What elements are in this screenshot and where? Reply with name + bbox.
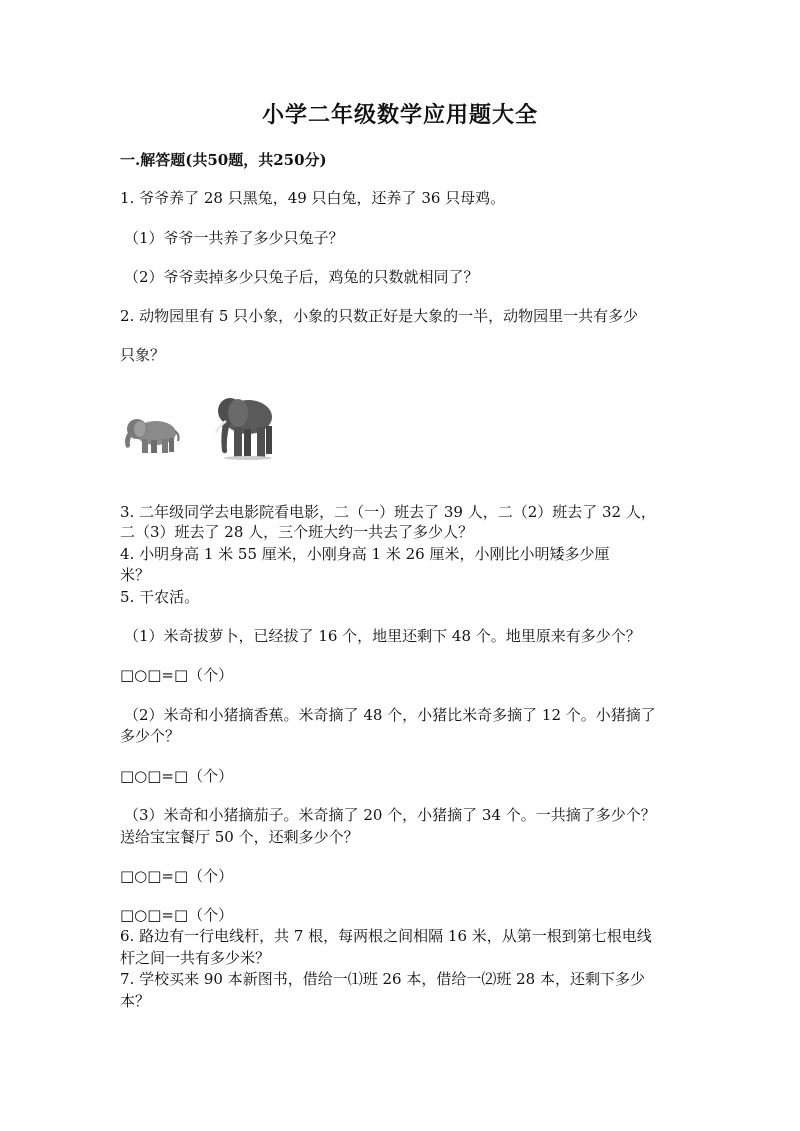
question-2-line-2: 只象？ [120,346,166,364]
question-5-part-3-line-2: 送给宝宝餐厅 50 个，还剩多少个？ [120,828,359,846]
question-6-line-2: 杆之间一共有多少米？ [120,949,271,967]
elephant-pictures [118,393,288,463]
page-title: 小学二年级数学应用题大全 [261,102,538,128]
question-5-part-2-line-1: （2）米奇和小猪摘香蕉。米奇摘了 48 个，小猪比米奇多摘了 12 个。小猪摘了 [124,706,656,724]
question-7-line-2: 本？ [120,992,151,1010]
question-2-line-1: 2. 动物园里有 5 只小象，小象的只数正好是大象的一半，动物园里一共有多少 [120,307,639,325]
question-4-line-2: 米？ [120,566,151,584]
small-elephant-image [120,415,182,455]
question-4-line-1: 4. 小明身高 1 米 55 厘米，小刚身高 1 米 26 厘米，小刚比小明矮多少厘 [120,545,610,563]
question-1: 1. 爷爷养了 28 只黑兔，49 只白兔，还养了 36 只母鸡。 [120,189,506,207]
answer-blank-4: □○□=□（个） [120,906,234,924]
question-5: 5. 干农活。 [120,588,200,606]
question-3-line-2: 二（3）班去了 28 人，三个班大约一共去了多少人？ [120,523,474,541]
answer-blank-2: □○□=□（个） [120,767,234,785]
question-5-part-2-line-2: 多少个？ [120,727,181,745]
question-3-line-1: 3. 二年级同学去电影院看电影，二（一）班去了 39 人，二（2）班去了 32 人， [120,503,656,521]
question-1-part-2: （2）爷爷卖掉多少只兔子后，鸡兔的只数就相同了？ [124,268,479,286]
question-5-part-3-line-1: （3）米奇和小猪摘茄子。米奇摘了 20 个，小猪摘了 34 个。一共摘了多少个？ [124,806,656,824]
section-heading: 一.解答题(共50题，共250分) [120,151,327,169]
question-1-part-1: （1）爷爷一共养了多少只兔子？ [124,229,344,247]
question-6-line-1: 6. 路边有一行电线杆，共 7 根，每两根之间相隔 16 米，从第一根到第七根电线 [120,927,652,945]
question-5-part-1: （1）米奇拔萝卜，已经拔了 16 个，地里还剩下 48 个。地里原来有多少个？ [124,627,641,645]
question-7-line-1: 7. 学校买来 90 本新图书，借给一⑴班 26 本，借给一⑵班 28 本，还剩下多少 [120,970,645,988]
big-elephant-image [210,393,274,461]
answer-blank-3: □○□=□（个） [120,867,234,885]
answer-blank-1: □○□=□（个） [120,666,234,684]
